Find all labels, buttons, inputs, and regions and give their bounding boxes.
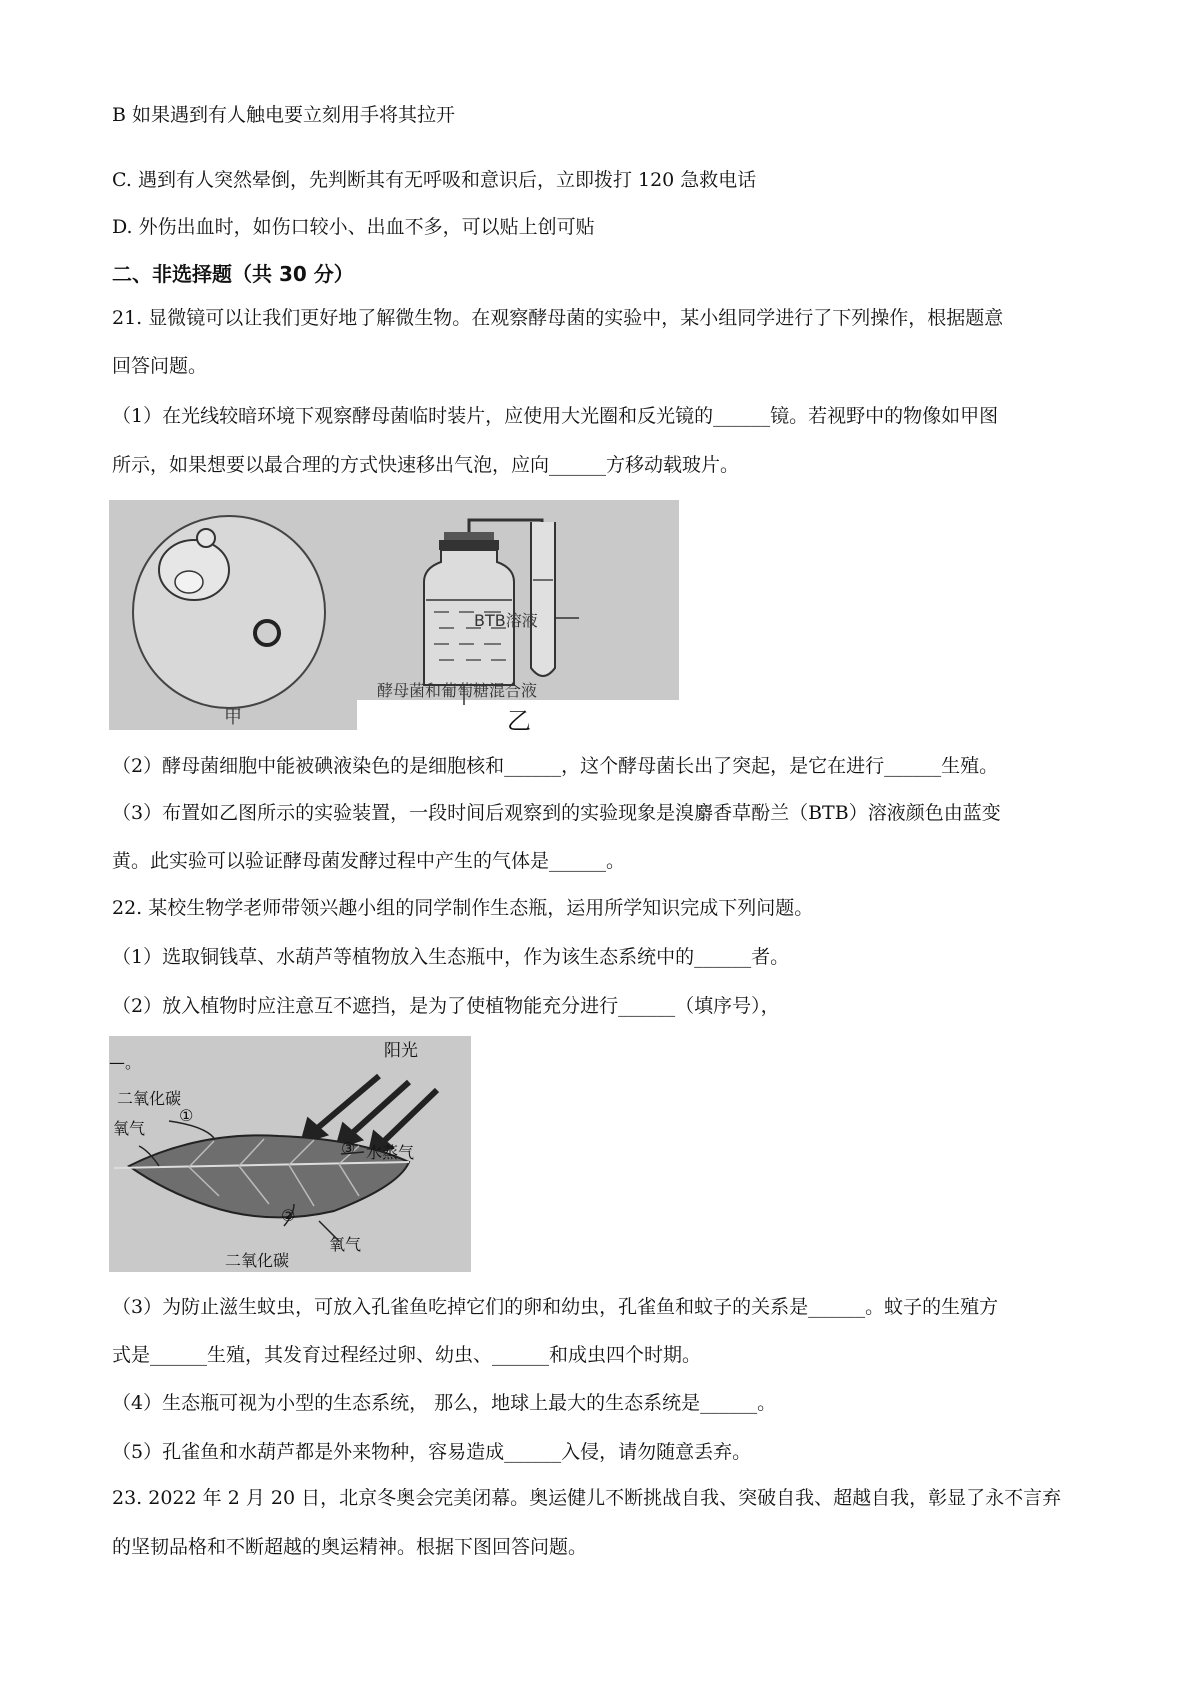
label-jia: 甲 xyxy=(224,707,242,728)
option-d: D. 外伤出血时，如伤口较小、出血不多，可以贴上创可贴 xyxy=(112,216,595,238)
q23-stem-line2: 的坚韧品格和不断超越的奥运精神。根据下图回答问题。 xyxy=(112,1536,588,1558)
label-sunlight: 阳光 xyxy=(384,1041,418,1061)
q21-stem-line2: 回答问题。 xyxy=(112,355,208,377)
section-heading: 二、非选择题（共 30 分） xyxy=(112,262,354,286)
label-co2-top: 二氧化碳 xyxy=(117,1089,182,1108)
q21-part2: （2）酵母菌细胞中能被碘液染色的是细胞核和______，这个酵母菌长出了突起，是它在进行______生殖。 xyxy=(112,755,999,777)
option-b: B 如果遇到有人触电要立刻用手将其拉开 xyxy=(112,104,456,126)
label-number-3: ③ xyxy=(341,1139,356,1158)
label-number-2: ② xyxy=(281,1206,296,1225)
yeast-bud xyxy=(197,529,215,547)
label-water-vapor: 水蒸气 xyxy=(366,1143,415,1162)
q22-part4: （4）生态瓶可视为小型的生态系统， 那么，地球上最大的生态系统是______。 xyxy=(112,1392,777,1414)
label-o2-bottom: 氧气 xyxy=(329,1235,362,1254)
q22-part3-line1: （3）为防止滋生蚊虫，可放入孔雀鱼吃掉它们的卵和幼虫，孔雀鱼和蚊子的关系是______。蚊子的生殖方 xyxy=(112,1296,999,1318)
leaf-figure-drawing xyxy=(109,1036,471,1272)
label-mixture: 酵母菌和葡萄糖混合液 xyxy=(377,681,538,700)
yeast-experiment-figure xyxy=(109,500,679,730)
label-o2-left: 氧气 xyxy=(113,1119,146,1138)
option-c: C. 遇到有人突然晕倒，先判断其有无呼吸和意识后，立即拨打 120 急救电话 xyxy=(112,169,757,191)
q21-part1-line1: （1）在光线较暗环境下观察酵母菌临时装片，应使用大光圈和反光镜的______镜。若视野中的物像如甲图 xyxy=(112,405,999,427)
q21-stem-line1: 21. 显微镜可以让我们更好地了解微生物。在观察酵母菌的实验中，某小组同学进行了下列操作，根据题意 xyxy=(112,307,1004,329)
microscope-field xyxy=(133,516,325,708)
label-number-1: ① xyxy=(179,1106,194,1125)
q22-part1: （1）选取铜钱草、水葫芦等植物放入生态瓶中，作为该生态系统中的______者。 xyxy=(112,946,790,968)
q22-part3-line2: 式是______生殖，其发育过程经过卵、幼虫、______和成虫四个时期。 xyxy=(112,1344,702,1366)
q21-part3-line2: 黄。此实验可以验证酵母菌发酵过程中产生的气体是______。 xyxy=(112,850,626,872)
q22-part5: （5）孔雀鱼和水葫芦都是外来物种，容易造成______入侵，请勿随意丢弃。 xyxy=(112,1441,752,1463)
label-btb: BTB溶液 xyxy=(474,611,538,630)
leaf-figure xyxy=(109,1036,471,1272)
q21-part1-line2: 所示，如果想要以最合理的方式快速移出气泡，应向______方移动载玻片。 xyxy=(112,454,740,476)
label-corner: —。 xyxy=(109,1053,142,1072)
air-bubble xyxy=(255,621,279,645)
test-tube xyxy=(531,522,555,676)
q21-part3-line1: （3）布置如乙图所示的实验装置，一段时间后观察到的实验现象是溴麝香草酚兰（BTB）溶液颜色由蓝变 xyxy=(112,802,1001,824)
label-co2-bottom: 二氧化碳 xyxy=(225,1251,290,1270)
q22-stem: 22. 某校生物学老师带领兴趣小组的同学制作生态瓶，运用所学知识完成下列问题。 xyxy=(112,897,814,919)
q22-part2: （2）放入植物时应注意互不遮挡，是为了使植物能充分进行______（填序号）， xyxy=(112,995,780,1017)
q23-stem-line1: 23. 2022 年 2 月 20 日，北京冬奥会完美闭幕。奥运健儿不断挑战自我、突破自我、超越自我，彰显了永不言弃 xyxy=(112,1487,1062,1509)
label-yi: 乙 xyxy=(507,707,531,730)
